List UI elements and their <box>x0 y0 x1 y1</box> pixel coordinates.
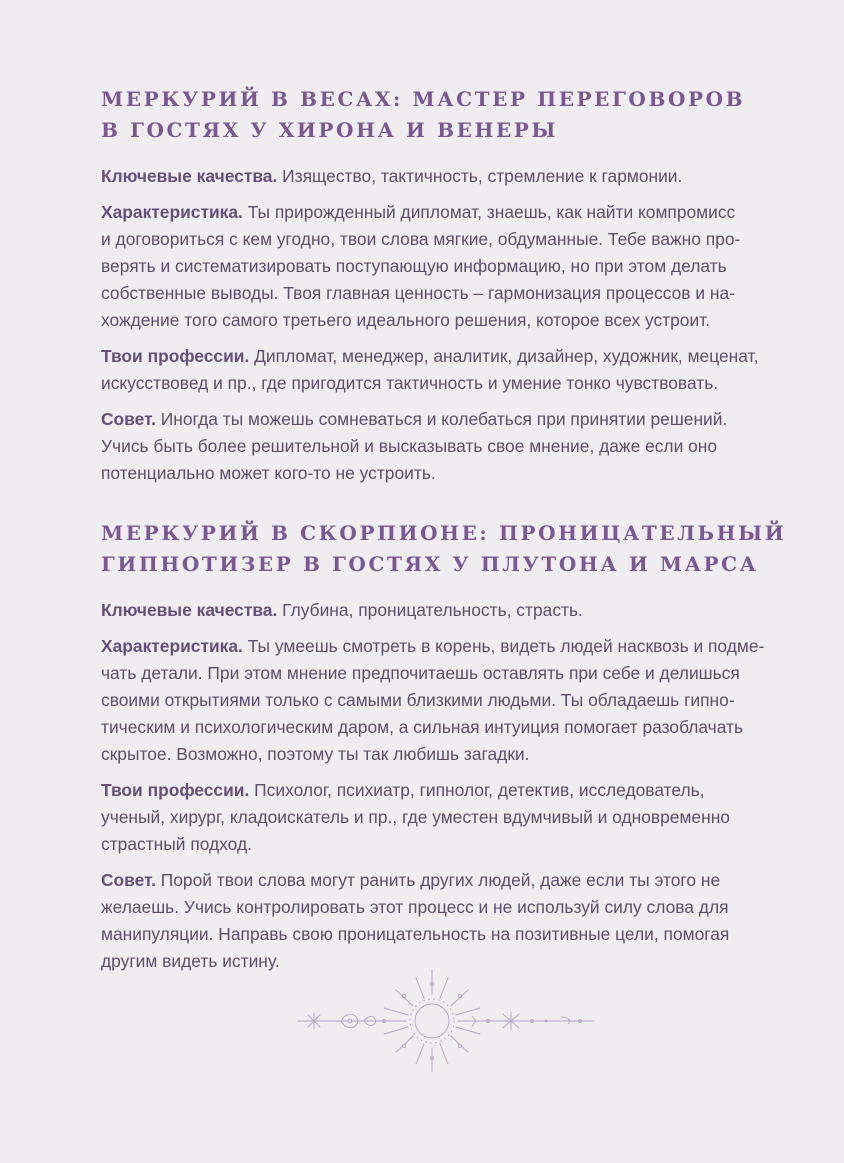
paragraph-line: Ты прирожденный дипломат, знаешь, как найти компромисс <box>247 202 736 222</box>
paragraph-line: и договориться с кем угодно, твои слова мягкие, обдуманные. Тебе важно про- <box>101 229 741 249</box>
paragraph-line: искусствовед и пр., где пригодится тактичность и умение тонко чувствовать. <box>101 373 719 393</box>
paragraph-line: хождение того самого третьего идеального решения, которое всех устроит. <box>101 310 711 330</box>
paragraph-line: Глубина, проницательность, страсть. <box>282 600 583 620</box>
section-title <box>101 518 787 580</box>
section-title-line: В ГОСТЯХ У ХИРОНА И ВЕНЕРЫ <box>101 118 559 142</box>
paragraph-line: манипуляции. Направь свою проницательность на позитивные цели, помогая <box>101 924 730 944</box>
paragraph-characteristic <box>101 633 781 768</box>
paragraph-line: верять и систематизировать поступающую информацию, но при этом делать <box>101 256 727 276</box>
section-mercury-libra <box>101 84 781 487</box>
paragraph-key-qualities <box>101 597 781 624</box>
section-title-line: МЕРКУРИЙ В СКОРПИОНЕ: ПРОНИЦАТЕЛЬНЫЙ <box>101 521 787 545</box>
paragraph-lead: Ключевые качества. <box>101 166 278 186</box>
page-content <box>101 84 787 1006</box>
paragraph-line: другим видеть истину. <box>101 951 280 971</box>
paragraph-line: желаешь. Учись контролировать этот процесс и не используй силу слова для <box>101 897 729 917</box>
paragraph-line: Дипломат, менеджер, аналитик, дизайнер, художник, меценат, <box>254 346 759 366</box>
paragraph-line: потенциально может кого-то не устроить. <box>101 463 436 483</box>
paragraph-line: Ты умеешь смотреть в корень, видеть людей насквозь и подме- <box>247 636 765 656</box>
paragraph-line: Порой твои слова могут ранить других людей, даже если ты этого не <box>160 870 721 890</box>
paragraph-lead: Характеристика. <box>101 202 243 222</box>
paragraph-lead: Ключевые качества. <box>101 600 278 620</box>
paragraph-line: Психолог, психиатр, гипнолог, детектив, исследователь, <box>254 780 705 800</box>
paragraph-lead: Характеристика. <box>101 636 243 656</box>
paragraph-lead: Совет. <box>101 409 156 429</box>
paragraph-line: страстный подход. <box>101 834 252 854</box>
paragraph-professions <box>101 777 781 858</box>
paragraph-line: Учись быть более решительной и высказывать свое мнение, даже если оно <box>101 436 718 456</box>
paragraph-line: скрытое. Возможно, поэтому ты так любишь загадки. <box>101 744 530 764</box>
paragraph-line: ученый, хирург, кладоискатель и пр., где уместен вдумчивый и одновременно <box>101 807 730 827</box>
paragraph-line: своими открытиями только с самыми близкими людьми. Ты обладаешь гипно- <box>101 690 735 710</box>
paragraph-key-qualities <box>101 163 781 190</box>
paragraph-line: тическим и психологическим даром, а сильная интуиция помогает разоблачать <box>101 717 744 737</box>
sun-ornament-icon <box>296 966 596 1076</box>
paragraph-line: собственные выводы. Твоя главная ценность – гармонизация процессов и на- <box>101 283 735 303</box>
paragraph-line: чать детали. При этом мнение предпочитаешь оставлять при себе и делишься <box>101 663 740 683</box>
paragraph-advice <box>101 867 781 975</box>
paragraph-lead: Твои профессии. <box>101 780 250 800</box>
section-title-line: МЕРКУРИЙ В ВЕСАХ: МАСТЕР ПЕРЕГОВОРОВ <box>101 87 746 111</box>
paragraph-characteristic <box>101 199 781 334</box>
paragraph-professions <box>101 343 781 397</box>
section-title <box>101 84 781 146</box>
paragraph-lead: Совет. <box>101 870 156 890</box>
paragraph-line: Изящество, тактичность, стремление к гармонии. <box>282 166 683 186</box>
section-mercury-scorpio <box>101 518 787 975</box>
section-title-line: ГИПНОТИЗЕР В ГОСТЯХ У ПЛУТОНА И МАРСА <box>101 552 759 576</box>
paragraph-advice <box>101 406 781 487</box>
paragraph-line: Иногда ты можешь сомневаться и колебаться при принятии решений. <box>160 409 728 429</box>
paragraph-lead: Твои профессии. <box>101 346 250 366</box>
